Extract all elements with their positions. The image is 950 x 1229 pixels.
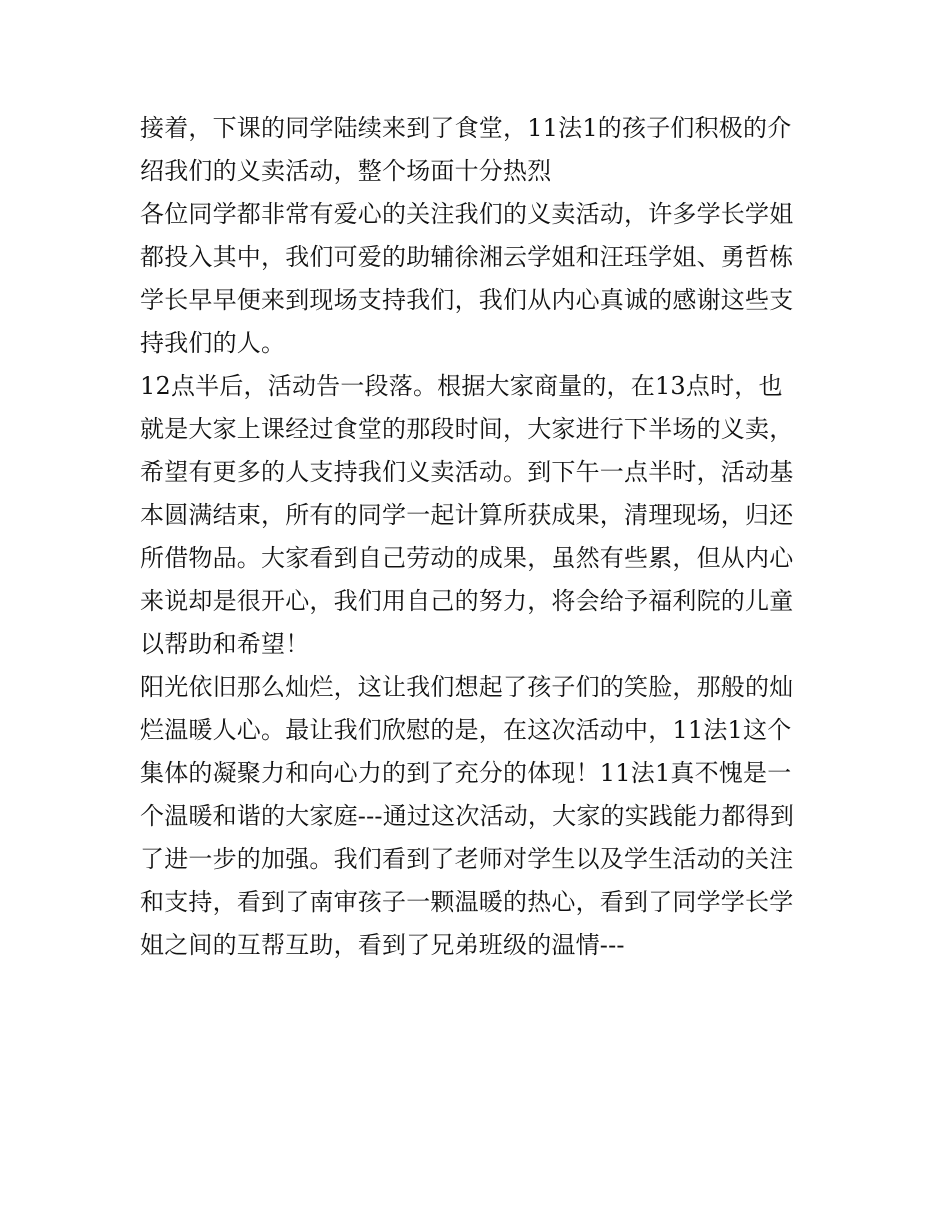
text-line: 持我们的人。 [140,329,286,357]
text-line: 都投入其中，我们可爱的助辅徐湘云学姐和汪珏学姐、勇哲栋 [140,243,794,271]
paragraph-sale-intro [140,107,820,193]
text-line: 以帮助和希望！ [140,630,310,658]
text-line: 和支持，看到了南审孩子一颗温暖的热心，看到了同学学长学 [140,888,794,916]
text-line: 来说却是很开心，我们用自己的努力，将会给予福利院的儿童 [140,587,794,615]
text-line: 本圆满结束，所有的同学一起计算所获成果，清理现场，归还 [140,501,794,529]
text-line: 学长早早便来到现场支持我们，我们从内心真诚的感谢这些支 [140,286,794,314]
document-body [140,107,820,967]
text-line: 就是大家上课经过食堂的那段时间，大家进行下半场的义卖， [140,415,794,443]
text-line: 了进一步的加强。我们看到了老师对学生以及学生活动的关注 [140,845,794,873]
text-line: 接着，下课的同学陆续来到了食堂，11法1的孩子们积极的介 [140,114,792,142]
text-line: 所借物品。大家看到自己劳动的成果，虽然有些累，但从内心 [140,544,794,572]
text-line: 姐之间的互帮互助，看到了兄弟班级的温情--- [140,931,625,959]
paragraph-second-session [140,365,820,666]
text-line: 各位同学都非常有爱心的关注我们的义卖活动，许多学长学姐 [140,200,794,228]
text-line: 绍我们的义卖活动，整个场面十分热烈 [140,157,552,185]
paragraph-reflection [140,666,820,967]
text-line: 12点半后，活动告一段落。根据大家商量的，在13点时，也 [140,372,783,400]
text-line: 烂温暖人心。最让我们欣慰的是，在这次活动中，11法1这个 [140,716,792,744]
text-line: 集体的凝聚力和向心力的到了充分的体现！11法1真不愧是一 [140,759,792,787]
text-line: 阳光依旧那么灿烂，这让我们想起了孩子们的笑脸，那般的灿 [140,673,794,701]
text-line: 希望有更多的人支持我们义卖活动。到下午一点半时，活动基 [140,458,794,486]
paragraph-support [140,193,820,365]
text-line: 个温暖和谐的大家庭---通过这次活动，大家的实践能力都得到 [140,802,795,830]
